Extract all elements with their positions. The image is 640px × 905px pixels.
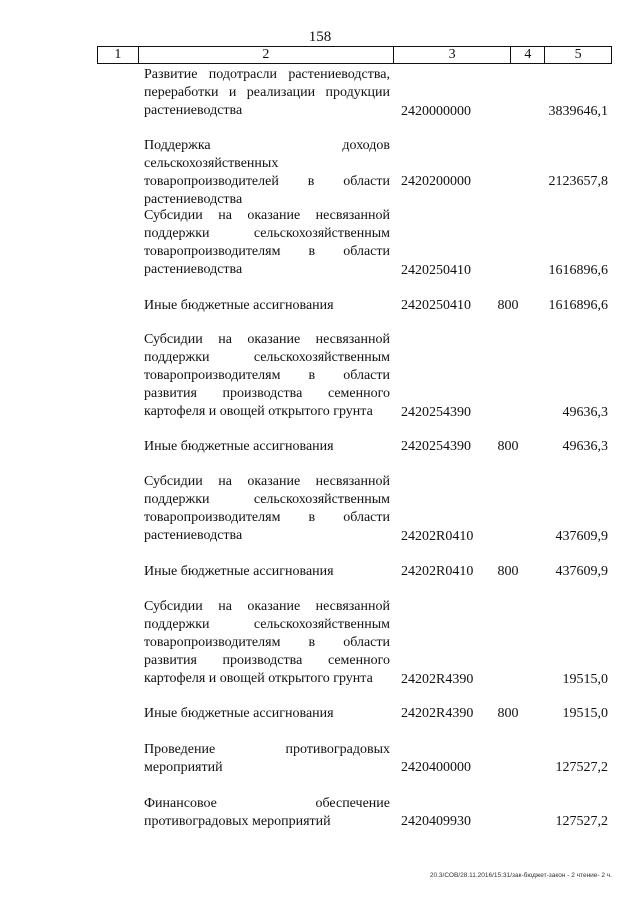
table-header [97,46,612,64]
row-description: Проведение противоградовых мероприятий [144,742,390,775]
row-description: Иные бюджетные ассигнования [144,298,334,313]
row-description: Финансовое обеспечение противоградовых мероприятий [144,796,390,829]
row-description: Субсидии на оказание несвязанной поддержки сельскохозяйственным товаропроизводителям в области развития производства семенного картофеля и овощей открытого грунта [144,599,390,686]
row-code: 2420250410 [401,298,471,313]
row-description: Развитие подотрасли растениеводства, переработки и реализации продукции растениеводства [144,67,390,118]
row-description: Иные бюджетные ассигнования [144,439,334,454]
row-amount: 127527,2 [555,814,608,829]
row-description: Субсидии на оказание несвязанной поддержки сельскохозяйственным товаропроизводителям в области развития производства семенного картофеля и овощей открытого грунта [144,332,390,419]
row-expense-type: 800 [497,298,519,313]
row-amount: 3839646,1 [548,104,608,119]
row-code: 2420200000 [401,174,471,189]
row-code: 2420400000 [401,760,471,775]
row-amount: 2123657,8 [548,174,608,189]
row-amount: 437609,9 [555,529,608,544]
document-footer: 20.3/СОВ/28.11.2016/15:31/зак-бюджет-закон - 2 чтение- 2 ч. [429,872,612,879]
row-description: Поддержка доходов сельскохозяйственных товаропроизводителей в области растениеводства [144,138,390,207]
row-description: Субсидии на оказание несвязанной поддержки сельскохозяйственным товаропроизводителям в области растениеводства [144,474,390,543]
header-col-4: 4 [511,47,545,63]
row-code: 24202R4390 [401,672,474,687]
header-col-3: 3 [394,47,512,63]
header-col-2: 2 [139,47,394,63]
row-amount: 49636,3 [562,439,608,454]
row-code: 24202R0410 [401,529,474,544]
row-code: 24202R0410 [401,564,474,579]
row-code: 24202R4390 [401,706,474,721]
row-amount: 127527,2 [555,760,608,775]
row-code: 2420000000 [401,104,471,119]
row-code: 2420250410 [401,263,471,278]
row-amount: 19515,0 [562,706,608,721]
row-description: Иные бюджетные ассигнования [144,564,334,579]
page-number: 158 [308,29,332,45]
row-code: 2420254390 [401,439,471,454]
header-col-5: 5 [574,47,582,62]
row-amount: 1616896,6 [548,263,608,278]
row-expense-type: 800 [497,564,519,579]
row-amount: 49636,3 [562,405,608,420]
row-code: 2420409930 [401,814,471,829]
row-expense-type: 800 [497,439,519,454]
header-col-1: 1 [98,47,139,63]
row-amount: 19515,0 [562,672,608,687]
row-code: 2420254390 [401,405,471,420]
row-amount: 1616896,6 [548,298,608,313]
row-description: Иные бюджетные ассигнования [144,706,334,721]
row-description: Субсидии на оказание несвязанной поддержки сельскохозяйственным товаропроизводителям в области растениеводства [144,208,390,277]
row-expense-type: 800 [497,706,519,721]
row-amount: 437609,9 [555,564,608,579]
